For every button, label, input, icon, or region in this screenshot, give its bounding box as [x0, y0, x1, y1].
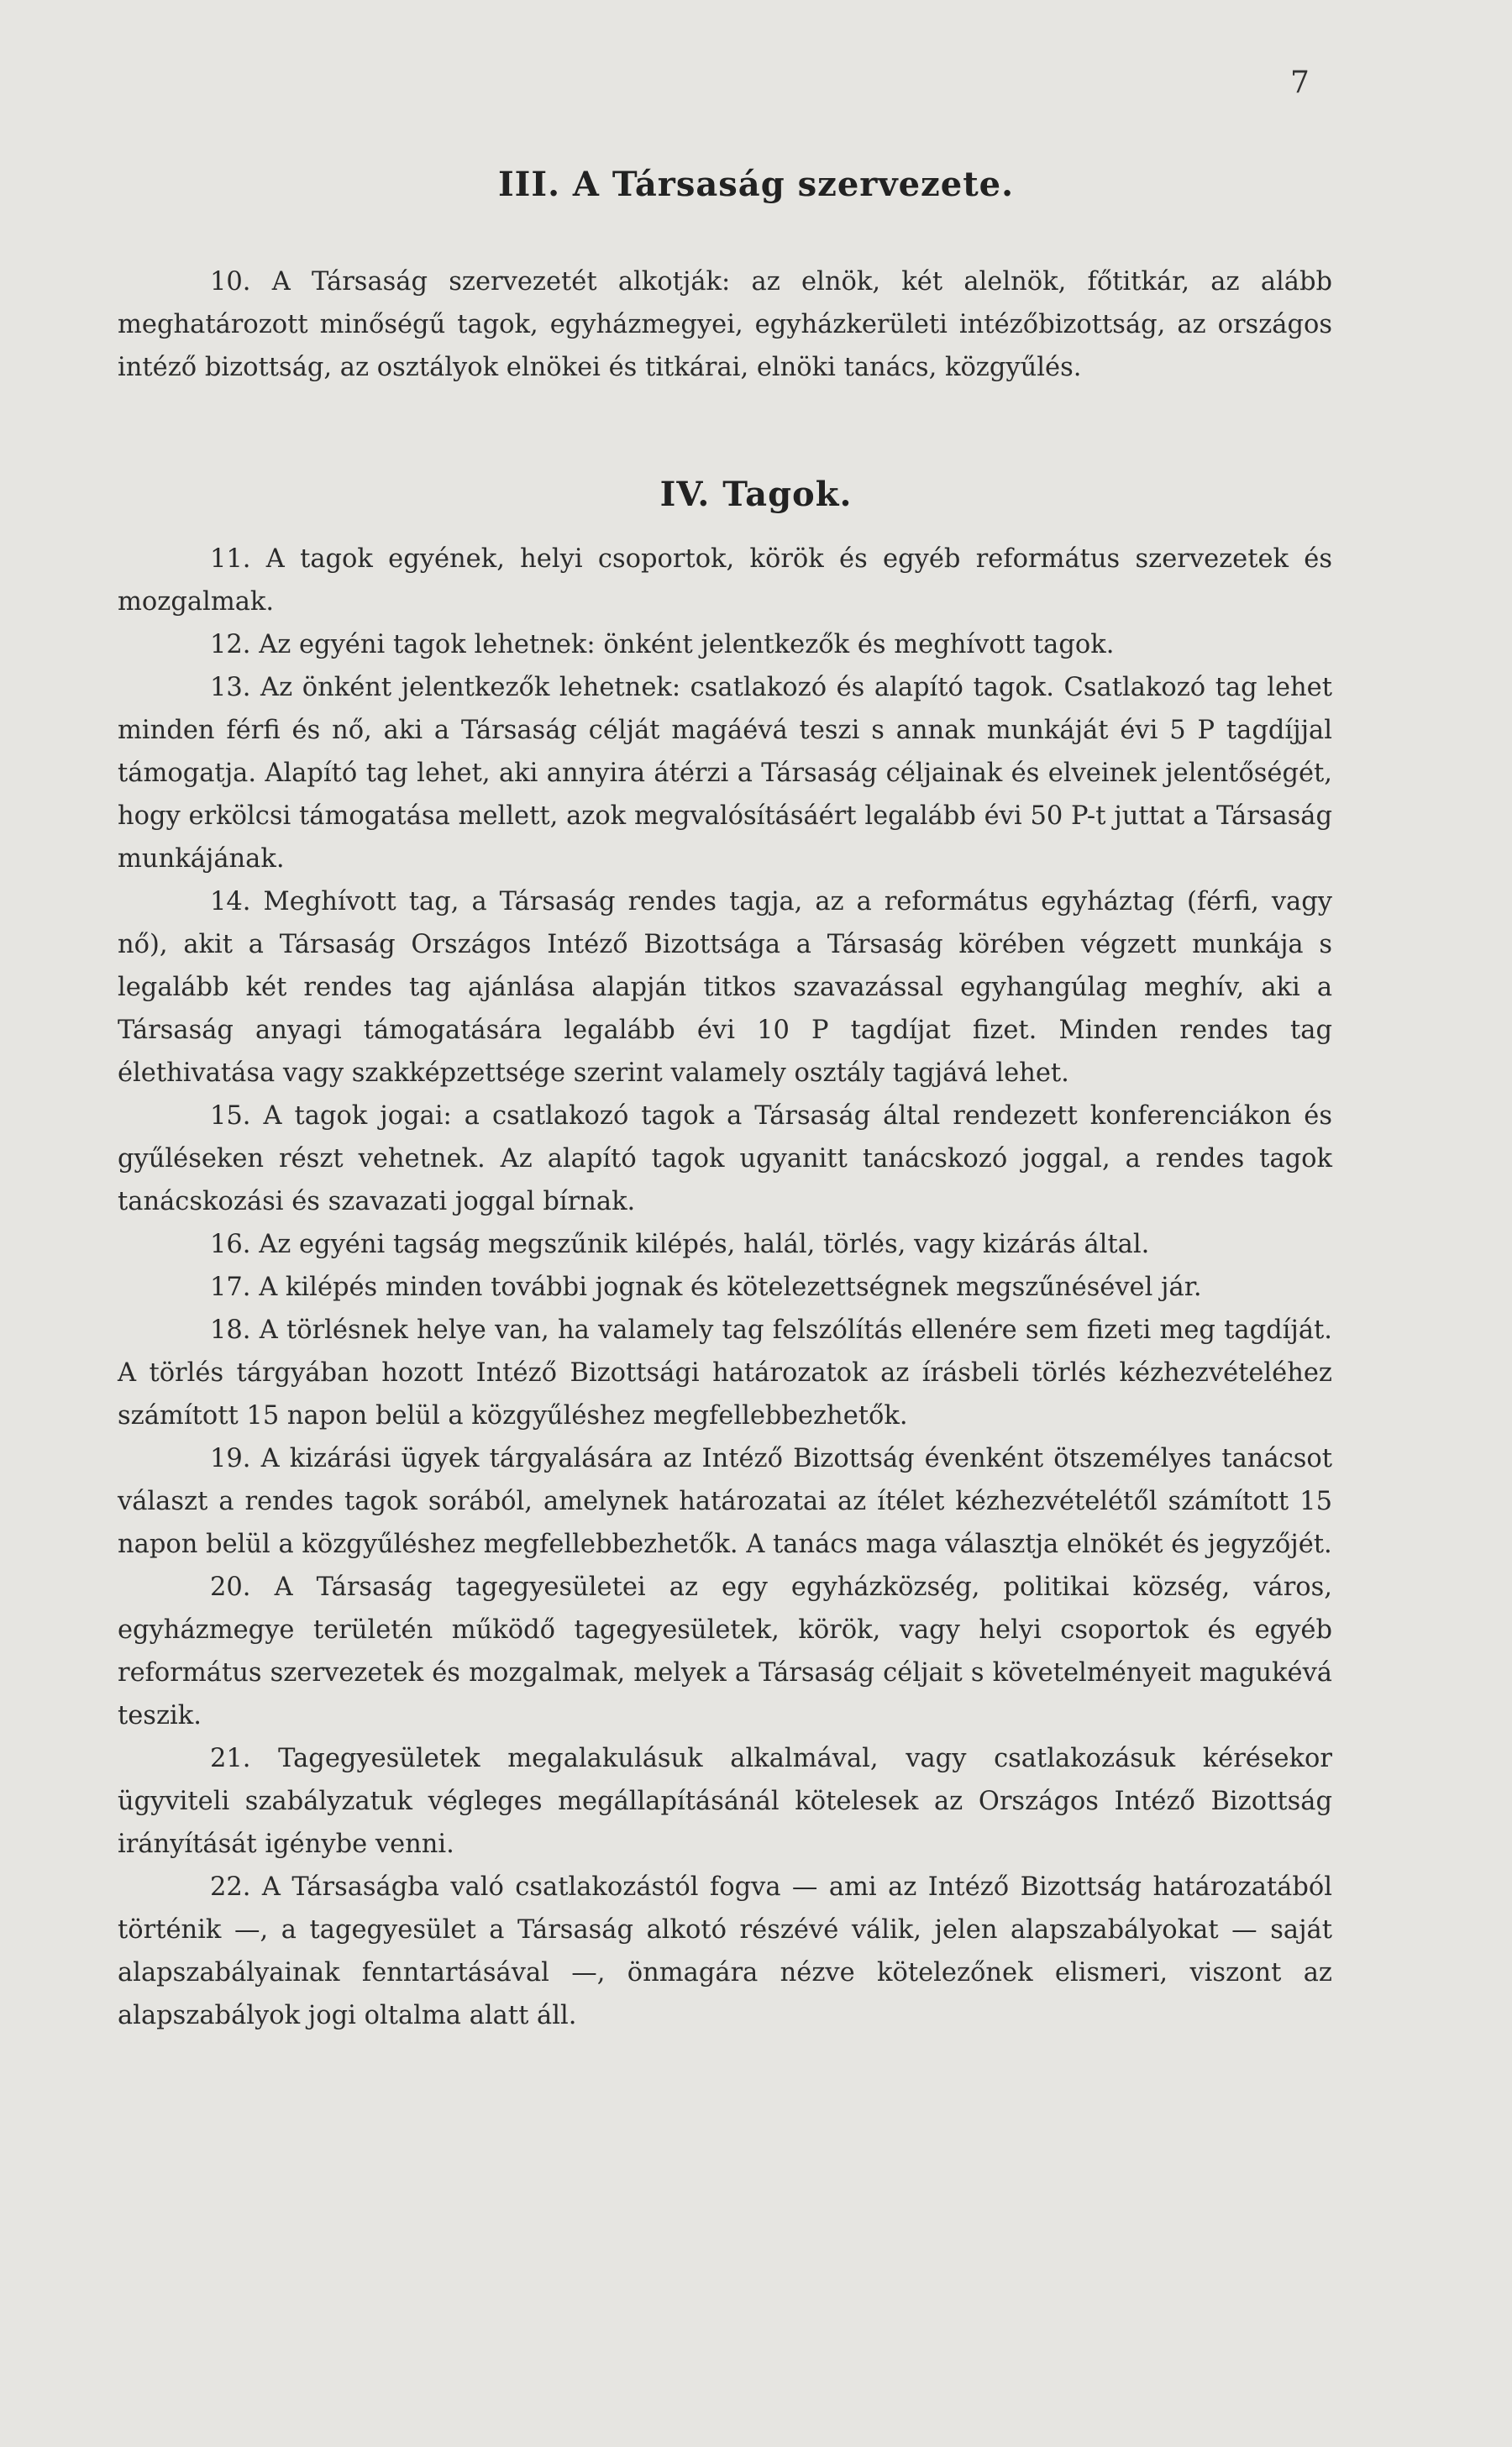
page-number: 7	[1290, 66, 1310, 100]
paragraph-21: 21. Tagegyesületek megalakulásuk alkalmával, vagy csatlakozásuk kérésekor ügyviteli szabályzatuk végleges megállapításánál kötelesek az Országos Intéző Bizottság irányítását igénybe venni.	[118, 1744, 1332, 1859]
paragraph-20: 20. A Társaság tagegyesületei az egy egyházközség, politikai község, város, egyházmegye területén működő tagegyesületek, körök, vagy helyi csoportok és egyéb református szervezetek és mozgalmak, melyek a Társaság céljait s követelményeit magukévá teszik.	[118, 1573, 1332, 1730]
paragraph-17: 17. A kilépés minden további jognak és kötelezettségnek megszűnésével jár.	[210, 1273, 1202, 1302]
section-body-members	[118, 538, 1332, 2037]
paragraph-18: 18. A törlésnek helye van, ha valamely tag felszólítás ellenére sem fizeti meg tagdíját. A törlés tárgyában hozott Intéző Bizottsági határozatok az írásbeli törlés kézhezvételéhez számított 15 napon belül a közgyűléshez megfellebbezhetők.	[118, 1315, 1332, 1431]
paragraph-13: 13. Az önként jelentkezők lehetnek: csatlakozó és alapító tagok. Csatlakozó tag lehet minden férfi és nő, aki a Társaság célját magáévá teszi s annak munkáját évi 5 P tagdíjjal támogatja. Alapító tag lehet, aki annyira átérzi a Társaság céljainak és elveinek jelentőségét, hogy erkölcsi támogatása mellett, azok megvalósításáért legalább évi 50 P-t juttat a Társaság munkájának.	[118, 673, 1332, 874]
paragraph-10: 10. A Társaság szervezetét alkotják: az elnök, két alelnök, főtitkár, az alább meghatározott minőségű tagok, egyházmegyei, egyházkerületi intézőbizottság, az országos intéző bizottság, az osztályok elnökei és titkárai, elnöki tanács, közgyűlés.	[118, 267, 1332, 382]
section-heading-members: IV. Tagok.	[659, 475, 853, 514]
paragraph-11: 11. A tagok egyének, helyi csoportok, körök és egyéb református szervezetek és mozgalmak.	[118, 544, 1332, 617]
paragraph-16: 16. Az egyéni tagság megszűnik kilépés, halál, törlés, vagy kizárás által.	[210, 1230, 1150, 1259]
paragraph-12: 12. Az egyéni tagok lehetnek: önként jelentkezők és meghívott tagok.	[210, 630, 1115, 659]
paragraph-19: 19. A kizárási ügyek tárgyalására az Intéző Bizottság évenként ötszemélyes tanácsot választ a rendes tagok sorából, amelynek határozatai az ítélet kézhezvételétől számított 15 napon belül a közgyűléshez megfellebbezhetők. A tanács maga választja elnökét és jegyzőjét.	[118, 1444, 1332, 1559]
section-heading-organization: III. A Társaság szervezete.	[497, 165, 1015, 204]
section-body-organization	[118, 260, 1332, 389]
paragraph-22: 22. A Társaságba való csatlakozástól fogva — ami az Intéző Bizottság határozatából történik —, a tagegyesület a Társaság alkotó részévé válik, jelen alapszabályokat — saját alapszabályainak fenntartásával —, önmagára nézve kötelezőnek elismeri, viszont az alapszabályok jogi oltalma alatt áll.	[118, 1872, 1332, 2030]
paragraph-14: 14. Meghívott tag, a Társaság rendes tagja, az a református egyháztag (férfi, vagy nő), akit a Társaság Országos Intéző Bizottsága a Társaság körében végzett munkája s legalább két rendes tag ajánlása alapján titkos szavazással egyhangúlag meghív, aki a Társaság anyagi támogatására legalább évi 10 P tagdíjat fizet. Minden rendes tag élethivatása vagy szakképzettsége szerint valamely osztály tagjává lehet.	[118, 887, 1332, 1088]
paragraph-15: 15. A tagok jogai: a csatlakozó tagok a Társaság által rendezett konferenciákon és gyűléseken részt vehetnek. Az alapító tagok ugyanitt tanácskozó joggal, a rendes tagok tanácskozási és szavazati joggal bírnak.	[118, 1101, 1332, 1216]
